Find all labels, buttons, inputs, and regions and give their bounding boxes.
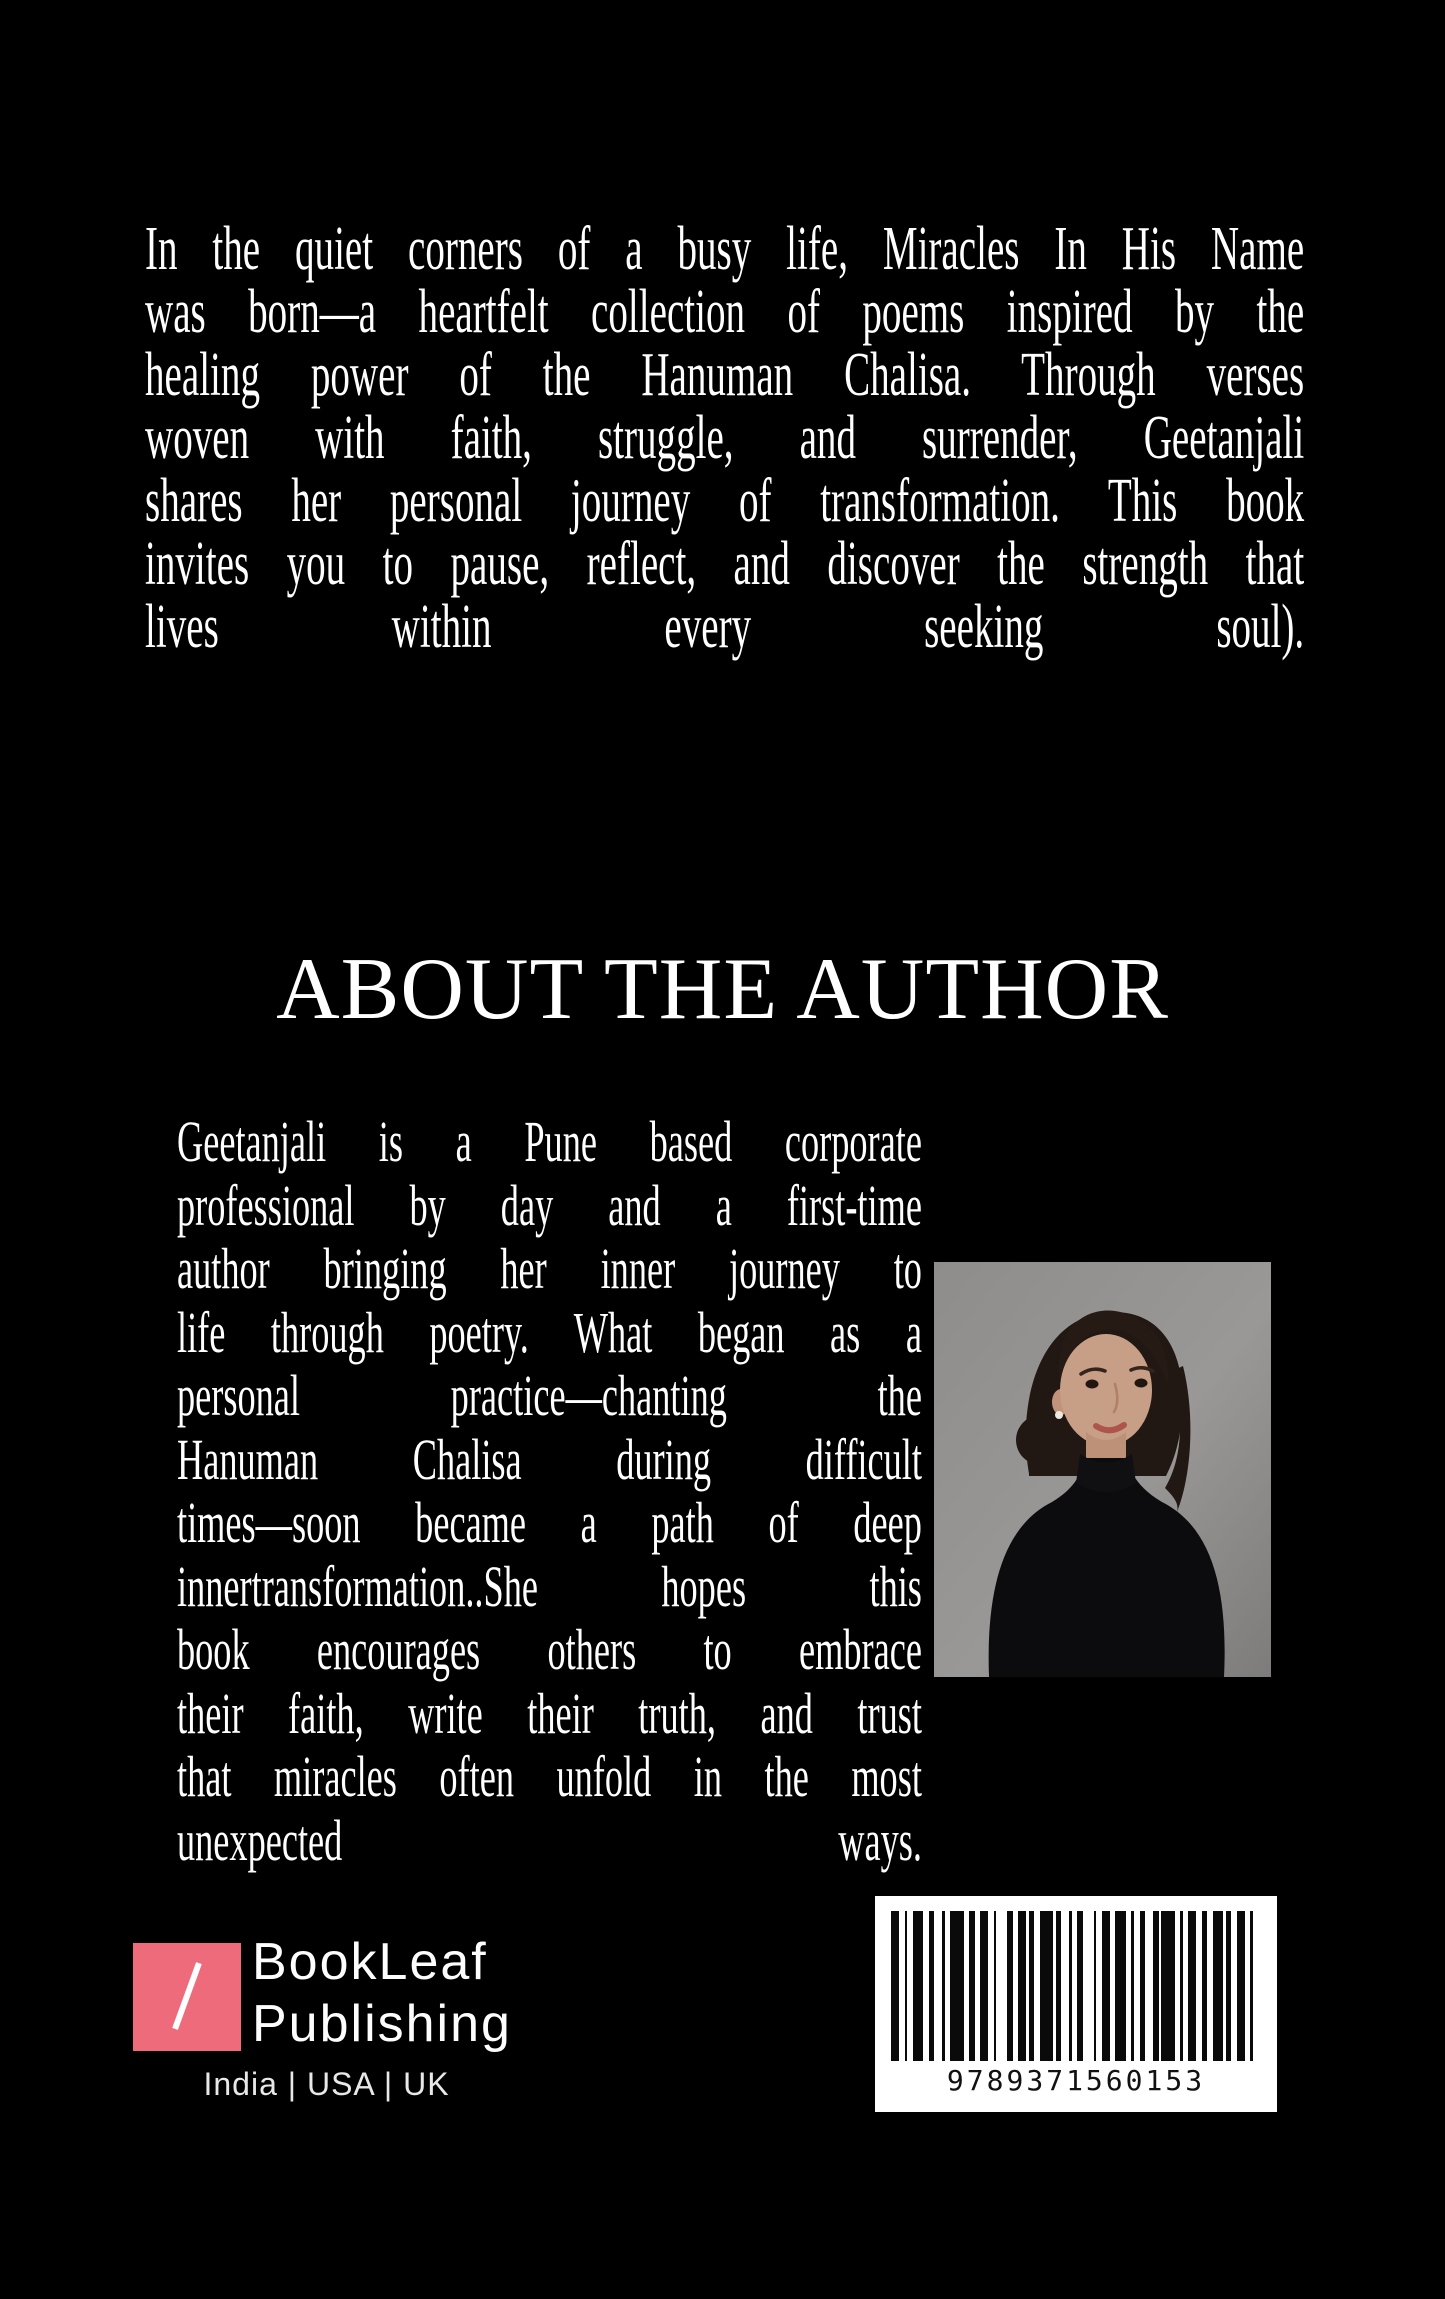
isbn-barcode: [875, 1896, 1277, 2112]
author-photo: [934, 1262, 1271, 1677]
bio-line: book encourages others to embrace: [177, 1617, 922, 1682]
barcode-bar: [1018, 1911, 1026, 2061]
publisher-regions: India | USA | UK: [203, 2066, 450, 2102]
publisher-name-line1: BookLeaf: [252, 1933, 488, 1991]
barcode-bar: [980, 1911, 988, 2061]
bio-line: their faith, write their truth, and trust: [177, 1680, 922, 1746]
author-bio-paragraph: [177, 1110, 922, 1872]
author-portrait-illustration: [934, 1262, 1271, 1677]
publisher-name: [252, 1931, 512, 2055]
barcode-bar: [1188, 1911, 1196, 2061]
bio-line: Hanuman Chalisa during difficult: [177, 1426, 922, 1492]
barcode-bar: [913, 1911, 924, 2061]
publisher-name-line2: Publishing: [252, 1995, 512, 2053]
bio-line: author bringing her inner journey to: [177, 1236, 922, 1301]
bio-line: times—soon became a path of deep: [177, 1490, 922, 1555]
barcode-bar: [1237, 1911, 1245, 2061]
synopsis-line: invites you to pause, reflect, and discover the strength that: [145, 530, 1305, 598]
barcode-bar: [891, 1911, 899, 2061]
bio-line: that miracles often unfold in the most: [177, 1744, 922, 1809]
bio-line: unexpected ways.: [177, 1807, 922, 1873]
synopsis-line: In the quiet corners of a busy life, Miracles In His Name: [145, 215, 1305, 283]
barcode-bars: [891, 1911, 1261, 2061]
barcode-bar: [1102, 1911, 1110, 2061]
barcode-space: [1145, 1911, 1153, 2061]
barcode-bar: [950, 1911, 964, 2061]
barcode-space: [934, 1911, 942, 2061]
slash-icon: [172, 1962, 202, 2030]
bio-line: life through poetry. What began as a: [177, 1299, 922, 1365]
synopsis-line: healing power of the Hanuman Chalisa. Through verses: [145, 341, 1305, 409]
barcode-space: [1083, 1911, 1094, 2061]
bio-line: innertransformation..She hopes this: [177, 1553, 922, 1619]
barcode-bar: [1213, 1911, 1224, 2061]
barcode-space: [996, 1911, 1007, 2061]
synopsis-line: shares her personal journey of transformation. This book: [145, 467, 1305, 535]
synopsis-line: lives within every seeking soul).: [145, 593, 1305, 661]
bio-line: Geetanjali is a Pune based corporate: [177, 1109, 922, 1174]
barcode-bar: [1161, 1911, 1175, 2061]
barcode-space: [1061, 1911, 1069, 2061]
barcode-bar: [1040, 1911, 1054, 2061]
bio-line: professional by day and a first-time: [177, 1172, 922, 1238]
about-the-author-heading: ABOUT THE AUTHOR: [276, 941, 1169, 1038]
isbn-number: 9789371560153: [946, 2064, 1206, 2097]
synopsis-paragraph: [145, 215, 1305, 661]
barcode-space: [1253, 1911, 1261, 2061]
synopsis-line: was born—a heartfelt collection of poems inspired by the: [145, 278, 1305, 346]
bookleaf-logo-mark: [133, 1943, 241, 2051]
synopsis-line: woven with faith, struggle, and surrender, Geetanjali: [145, 404, 1305, 472]
barcode-bar: [1115, 1911, 1126, 2061]
bio-line: personal practice—chanting the: [177, 1363, 922, 1428]
